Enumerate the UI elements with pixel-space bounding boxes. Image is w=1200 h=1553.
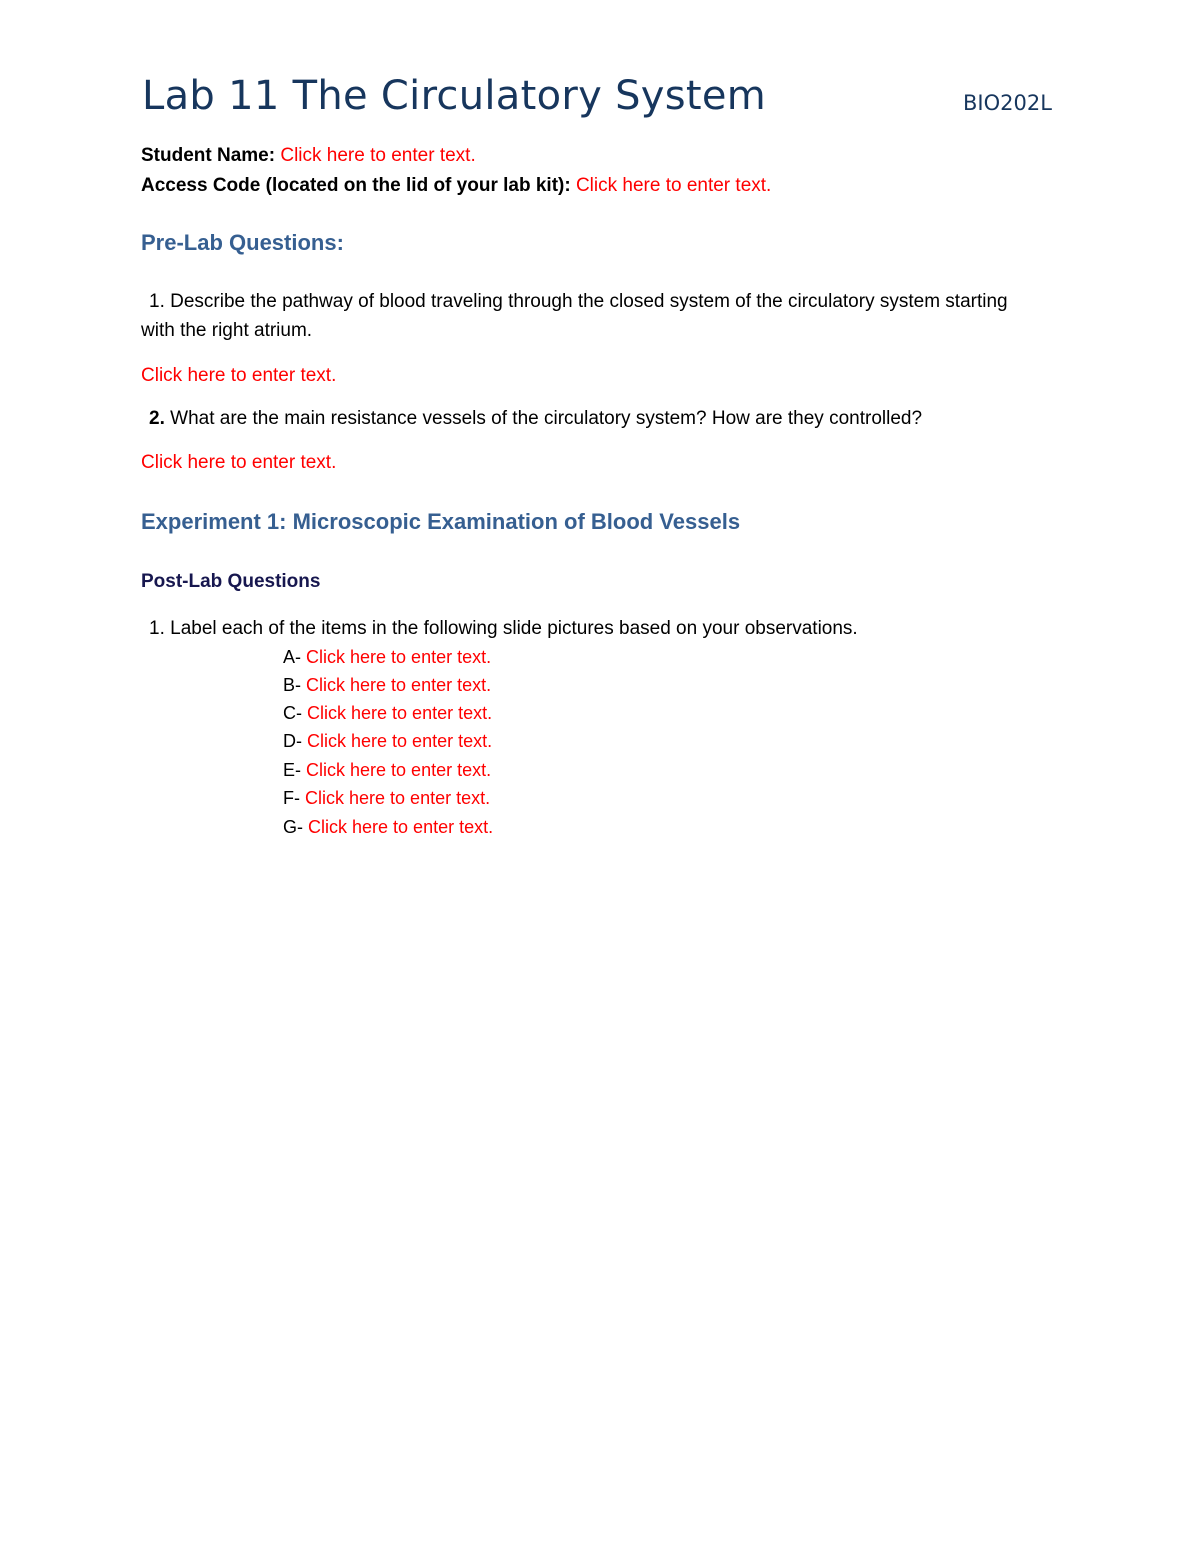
question-text: Label each of the items in the following slide pictures based on your observations. [170,618,858,639]
label-field[interactable]: Click here to enter text. [307,703,493,723]
pre-lab-question-1 [149,289,1008,315]
label-field[interactable]: Click here to enter text. [306,760,492,780]
document-title: Lab 11 The Circulatory System [142,73,767,119]
label-item-b [283,673,491,697]
label-field[interactable]: Click here to enter text. [306,647,492,667]
label-item-f [283,786,490,810]
student-name-row [141,143,476,169]
access-code-label: Access Code (located on the lid of your lab kit): [141,175,571,196]
access-code-row [141,173,771,199]
label-letter: A- [283,647,301,667]
label-field[interactable]: Click here to enter text. [308,817,494,837]
label-field[interactable]: Click here to enter text. [305,788,491,808]
pre-lab-answer-2-field[interactable]: Click here to enter text. [141,452,337,473]
label-item-e [283,758,491,782]
label-field[interactable]: Click here to enter text. [306,675,492,695]
label-item-d [283,729,492,753]
pre-lab-answer-1-field[interactable]: Click here to enter text. [141,365,337,386]
label-item-c [283,701,492,725]
label-item-a [283,645,491,669]
label-field[interactable]: Click here to enter text. [307,731,493,751]
experiment-1-heading: Experiment 1: Microscopic Examination of Blood Vessels [141,509,741,534]
label-letter: F- [283,788,300,808]
post-lab-question-1 [149,616,858,642]
question-number: 1. [149,618,165,639]
question-text: Describe the pathway of blood traveling through the closed system of the circulatory system starting [170,291,1008,312]
access-code-field[interactable]: Click here to enter text. [575,175,772,196]
pre-lab-question-1-continued: with the right atrium. [141,320,313,341]
student-name-field[interactable]: Click here to enter text. [280,145,476,166]
question-number: 1. [149,291,165,312]
label-letter: G- [283,817,303,837]
label-letter: E- [283,760,301,780]
label-letter: C- [283,703,302,723]
course-code: BIO202L [963,91,1052,115]
label-letter: D- [283,731,302,751]
label-letter: B- [283,675,301,695]
pre-lab-heading: Pre-Lab Questions: [141,230,344,255]
question-text: What are the main resistance vessels of the circulatory system? How are they controlled? [170,408,923,429]
pre-lab-question-2 [149,406,922,432]
student-name-label: Student Name: [141,145,276,166]
label-item-g [283,815,493,839]
question-number: 2. [149,408,165,429]
post-lab-heading: Post-Lab Questions [141,571,321,592]
